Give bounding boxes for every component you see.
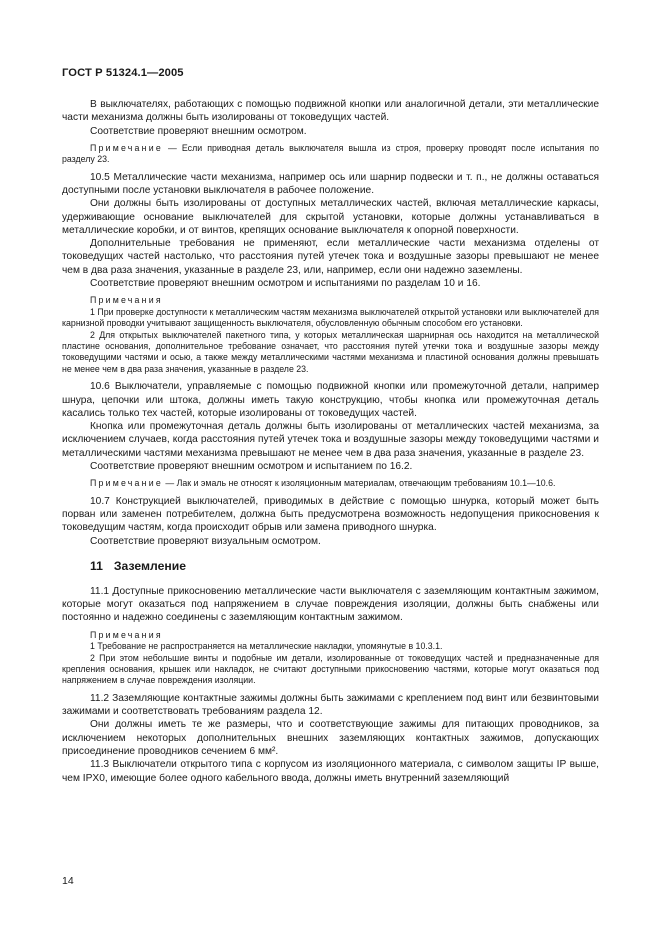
- paragraph: 10.7 Конструкцией выключателей, приводимых в действие с помощью шнурка, который может быть порван или заменен потребителем, должна быть предусмотрена возможность недопущения прикосновения к токоведущим частям, когда происходит обрыв или замена приводного шнурка.: [62, 495, 599, 534]
- paragraph: 11.1 Доступные прикосновению металлические части выключателя с заземляющим контактным зажимом, которые могут оказаться под напряжением в случае повреждения изоляции, должны быть снабжены или постоянно и надежно соединены с заземляющим контактным зажимом.: [62, 585, 599, 624]
- section-number: 11: [90, 558, 103, 573]
- note: 2 Для открытых выключателей пакетного типа, у которых металлическая шарнирная ось находится на металлической пластине основания, дополнительное требование означает, что расстояния путей утечки тока и воздушные зазоры между токоведущими частями и осью, а также между металлическими частями механизма и пластиной основания должны превышать не менее чем в два раза значения, указанные в разделе 23.: [62, 329, 599, 374]
- notes-label: Примечания: [90, 295, 163, 306]
- paragraph: В выключателях, работающих с помощью подвижной кнопки или аналогичной детали, эти металлические части механизма должны быть изолированы от токоведущих частей.: [62, 99, 599, 124]
- note: 1 При проверке доступности к металлическим частям механизма выключателей открытой установки или выключателей для карнизной проводки учитывают защищенность выключателя, обусловленную обычным способом его установки.: [62, 306, 599, 329]
- paragraph: Соответствие проверяют внешним осмотром и испытанием по 16.2.: [90, 461, 413, 472]
- document-body: [62, 98, 599, 785]
- paragraph: Дополнительные требования не применяют, если металлические части механизма отделены от токоведущих частей настолько, что расстояния путей утечек тока и воздушные зазоры превышают не менее чем в два раза значения, указанные в разделе 23, или, например, если они надежно заземлены.: [62, 238, 599, 276]
- paragraph: Кнопка или промежуточная деталь должны быть изолированы от металлических частей механизма, за исключением случаев, когда расстояния путей утечек тока и воздушные зазоры между токоведущими частями и металлическими частями механизма превышают не менее чем в два раза значения, указанные в разделе 23.: [62, 421, 599, 459]
- paragraph: 10.6 Выключатели, управляемые с помощью подвижной кнопки или промежуточной детали, например шнура, цепочки или штока, должны иметь такую конструкцию, чтобы кнопка или промежуточная деталь касались только тех частей, которые изолированы от токоведущих частей.: [62, 381, 599, 419]
- note-text: — Если приводная деталь выключателя вышла из строя, проверку проводят после испытания по разделу 23.: [62, 142, 599, 165]
- page-number: 14: [62, 875, 74, 887]
- paragraph: Соответствие проверяют внешним осмотром.: [90, 125, 307, 137]
- note: 2 При этом небольшие винты и подобные им детали, изолированные от токоведущих частей и предназначенные для крепления основания, крышек или накладок, не считают доступными прикосновению частями, которые могут оказаться под напряжением в случае повреждения изоляции.: [62, 652, 599, 686]
- note-label: Примечание: [90, 142, 163, 153]
- note-label: Примечание: [90, 478, 163, 489]
- paragraph: 11.2 Заземляющие контактные зажимы должны быть зажимами с креплением под винт или безвинтовыми зажимами и соответствовать требованиям раздела 12.: [62, 692, 599, 718]
- document-header: ГОСТ Р 51324.1—2005: [62, 67, 184, 79]
- note: [62, 143, 599, 166]
- paragraph: 10.5 Металлические части механизма, например ось или шарнир подвески и т. п., не должны оставаться доступными после установки выключателя в рабочее положение.: [62, 171, 599, 196]
- section-heading: [62, 559, 599, 573]
- notes-label: Примечания: [90, 629, 163, 640]
- paragraph: Соответствие проверяют внешним осмотром и испытаниями по разделам 10 и 16.: [90, 278, 481, 290]
- paragraph: 11.3 Выключатели открытого типа с корпусом из изоляционного материала, с символом защиты IP выше, чем IPX0, имеющие более одного кабельного ввода, должны иметь внутренний заземляющий: [62, 759, 599, 784]
- paragraph: Они должны иметь те же размеры, что и соответствующие зажимы для питающих проводников, за исключением некоторых дополнительных внешних заземляющих контактных зажимов, допускающих присоединение проводников сечением 6 мм².: [62, 719, 599, 757]
- section-title: Заземление: [113, 558, 186, 573]
- note: [62, 478, 599, 489]
- paragraph: Соответствие проверяют визуальным осмотром.: [90, 535, 321, 547]
- paragraph: Они должны быть изолированы от доступных металлических частей, включая металлические каркасы, удерживающие основание выключателей для скрытой установки, которые должны устанавливаться в металлические коробки, и от винтов, крепящих основание выключателя к опорной поверхности.: [62, 198, 599, 236]
- note: 1 Требование не распространяется на металлические накладки, упомянутые в 10.3.1.: [90, 641, 443, 652]
- note-text: — Лак и эмаль не относят к изоляционным материалам, отвечающим требованиям 10.1—10.6.: [165, 478, 556, 489]
